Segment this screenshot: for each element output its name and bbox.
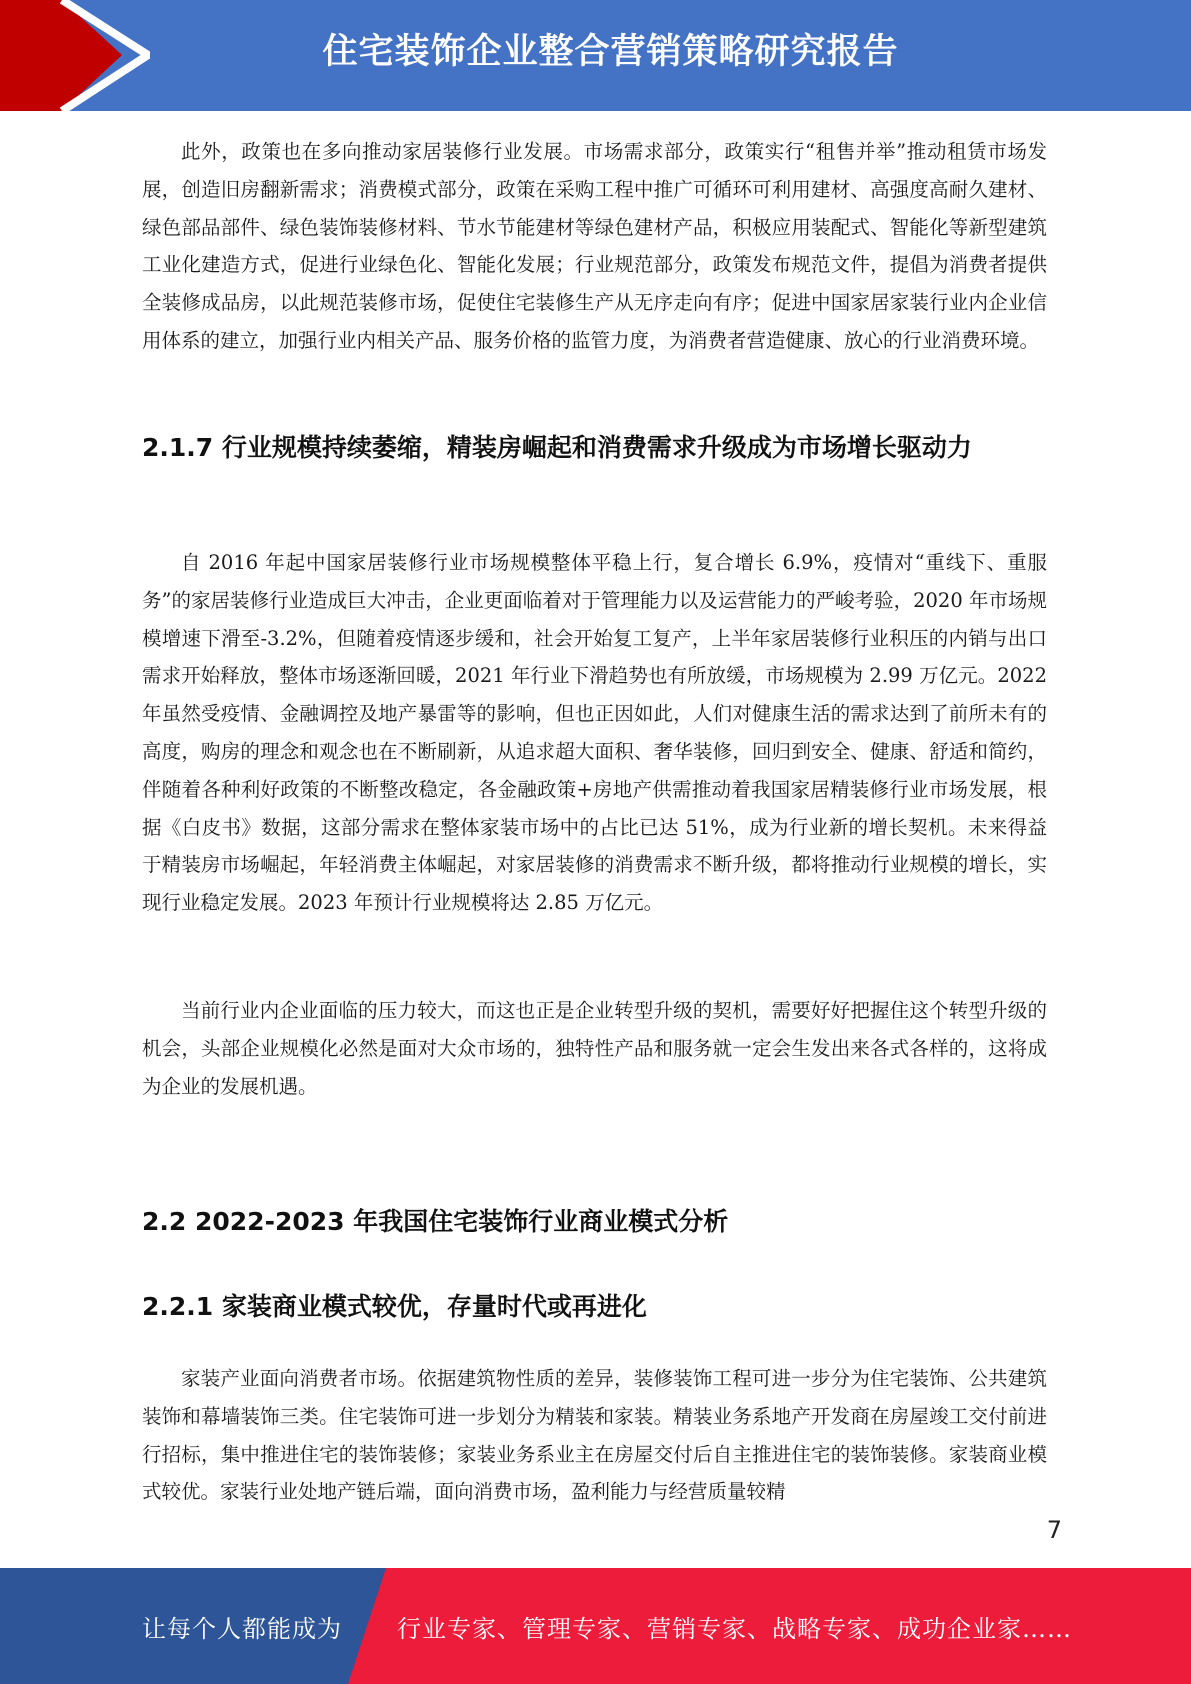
paragraph-policy: 此外，政策也在多向推动家居装修行业发展。市场需求部分，政策实行“租售并举”推动租赁市场发展，创造旧房翻新需求；消费模式部分，政策在采购工程中推广可循环可利用建材、高强度高耐久建材、绿色部品部件、绿色装饰装修材料、节水节能建材等绿色建材产品，积极应用装配式、智能化等新型建筑工业化建造方式，促进行业绿色化、智能化发展；行业规范部分，政策发布规范文件，提倡为消费者提供全装修成品房，以此规范装修市场，促使住宅装修生产从无序走向有序；促进中国家居家装行业内企业信用体系的建立，加强行业内相关产品、服务价格的监管力度，为消费者营造健康、放心的行业消费环境。 [142,140,1047,352]
paragraph-business-model: 家装产业面向消费者市场。依据建筑物性质的差异，装修装饰工程可进一步分为住宅装饰、公共建筑装饰和幕墙装饰三类。住宅装饰可进一步划分为精装和家装。精装业务系地产开发商在房屋竣工交付前进行招标，集中推进住宅的装饰装修；家装业务系业主在房屋交付后自主推进住宅的装饰装修。家装商业模式较优。家装行业处地产链后端，面向消费市场，盈利能力与经营质量较精 [142,1367,1047,1504]
footer-slogan-right: 行业专家、管理专家、营销专家、战略专家、成功企业家…… [397,1615,1072,1643]
page-footer [0,1568,1191,1684]
paragraph-market-scale: 自 2016 年起中国家居装修行业市场规模整体平稳上行，复合增长 6.9%，疫情对“重线下、重服务”的家居装修行业造成巨大冲击，企业更面临着对于管理能力以及运营能力的严峻考验，2020 年市场规模增速下滑至-3.2%，但随着疫情逐步缓和，社会开始复工复产，上半年家居装修行业积压的内销与出口需求开始释放，整体市场逐渐回暖，2021 年行业下滑趋势也有所放缓，市场规模为 2.99 万亿元。2022 年虽然受疫情、金融调控及地产暴雷等的影响，但也正因如此，人们对健康生活的需求达到了前所未有的高度，购房的理念和观念也在不断刷新，从追求超大面积、奢华装修，回归到安全、健康、舒适和简约，伴随着各种利好政策的不断整改稳定，各金融政策+房地产供需推动着我国家居精装修行业市场发展，根据《白皮书》数据，这部分需求在整体家装市场中的占比已达 51%，成为行业新的增长契机。未来得益于精装房市场崛起，年轻消费主体崛起，对家居装修的消费需求不断升级，都将推动行业规模的增长，实现行业稳定发展。2023 年预计行业规模将达 2.85 万亿元。 [142,551,1047,915]
paragraph-transformation: 当前行业内企业面临的压力较大，而这也正是企业转型升级的契机，需要好好把握住这个转型升级的机会，头部企业规模化必然是面对大众市场的，独特性产品和服务就一定会生发出来各式各样的，这将成为企业的发展机遇。 [142,999,1047,1098]
page-header [0,0,1191,111]
footer-slogan-left: 让每个人都能成为 [142,1615,342,1643]
page-number: 7 [1046,1516,1062,1544]
heading-2-2: 2.2 2022-2023 年我国住宅装饰行业商业模式分析 [142,1207,729,1236]
heading-2-2-1: 2.2.1 家装商业模式较优，存量时代或再进化 [142,1292,647,1321]
header-title: 住宅装饰企业整合营销策略研究报告 [322,32,899,72]
heading-2-1-7: 2.1.7 行业规模持续萎缩，精装房崛起和消费需求升级成为市场增长驱动力 [142,433,972,462]
